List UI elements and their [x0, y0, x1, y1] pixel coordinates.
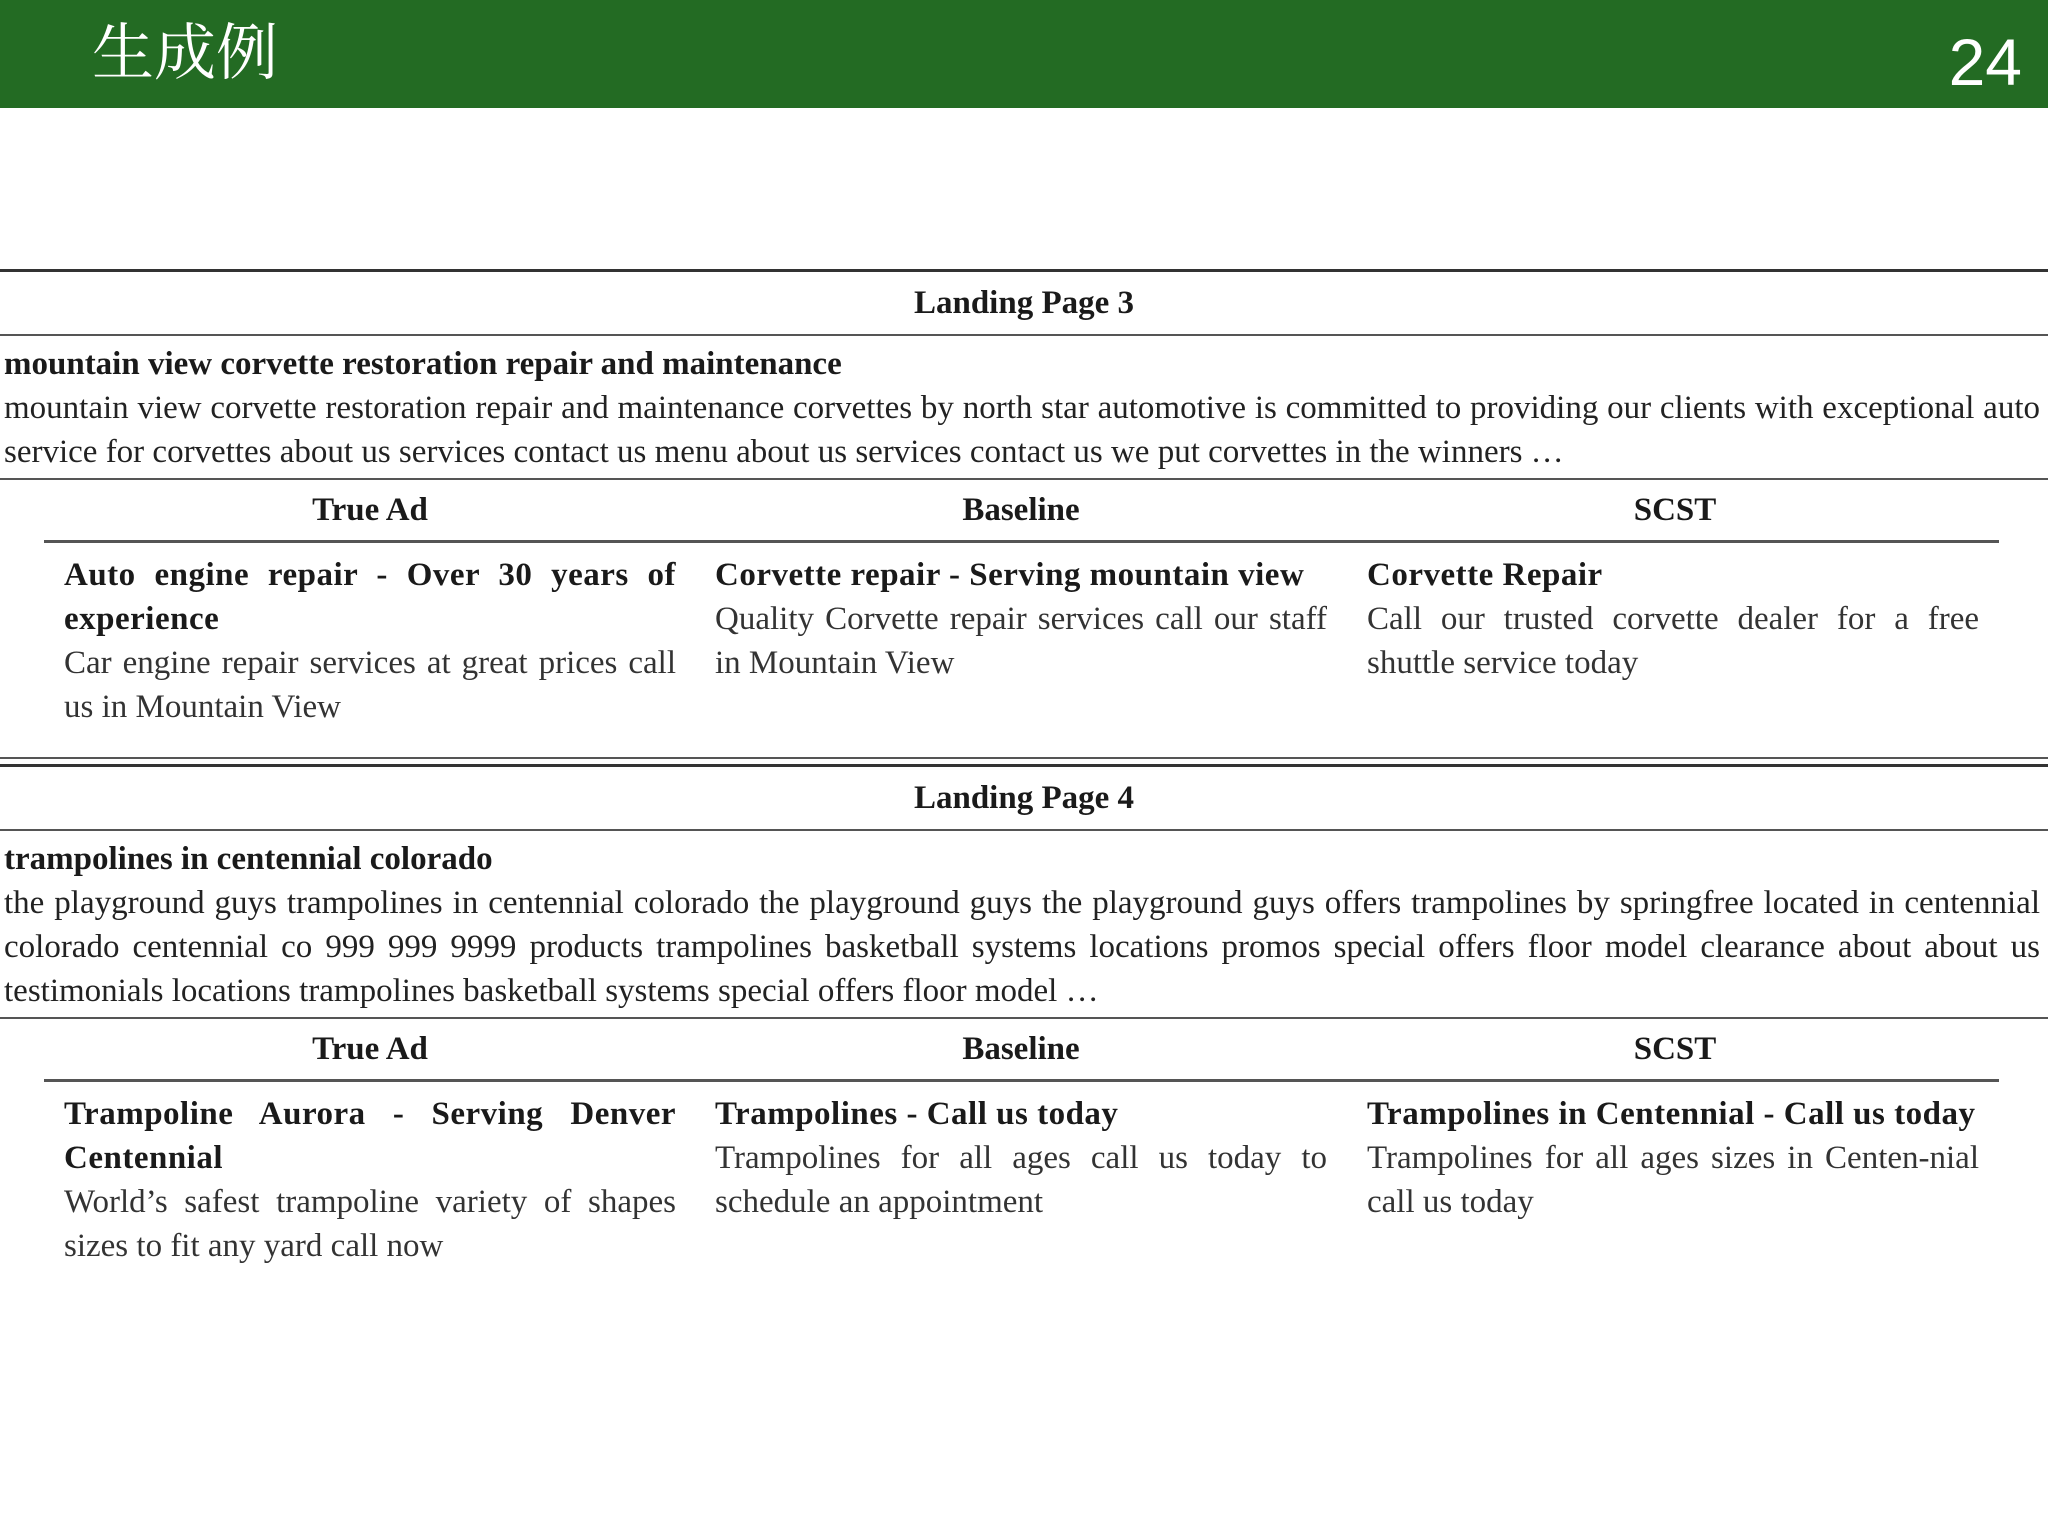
column-header-scst: SCST — [1633, 492, 1717, 528]
landing-page-heading: Landing Page 4 — [913, 780, 1135, 816]
ad-column-baseline — [715, 1092, 1367, 1268]
ad-description: Trampolines for all ages call us today to schedule an appointment — [715, 1140, 1327, 1220]
landing-page-block — [0, 767, 2048, 1268]
ad-description: Car engine repair services at great prices call us in Mountain View — [64, 645, 676, 725]
ad-description: Trampolines for all ages sizes in Centen-nial call us today — [1367, 1140, 1979, 1220]
slide-title: 生成例 — [92, 16, 279, 89]
ad-description: World’s safest trampoline variety of shapes sizes to fit any yard call now — [64, 1184, 676, 1264]
ad-description: Quality Corvette repair services call our staff in Mountain View — [715, 601, 1327, 681]
ad-column-true-ad — [0, 1092, 715, 1268]
ad-headline: Trampoline Aurora - Serving Denver Centennial — [64, 1096, 676, 1176]
slide-title-bar — [0, 0, 2048, 108]
ad-column-scst — [1367, 553, 2048, 729]
column-header-true-ad: True Ad — [312, 1031, 428, 1067]
column-header-true-ad: True Ad — [312, 492, 428, 528]
ad-column-baseline — [715, 553, 1367, 729]
column-header-baseline: Baseline — [962, 1031, 1080, 1067]
ad-description: Call our trusted corvette dealer for a free shuttle service today — [1367, 601, 1979, 681]
ad-headline: Trampolines - Call us today — [715, 1096, 1119, 1132]
ad-headline: Corvette Repair — [1367, 557, 1603, 593]
ad-headline: Trampolines in Centennial - Call us today — [1367, 1096, 1976, 1132]
landing-page-content — [0, 336, 2048, 478]
ad-columns — [0, 543, 2048, 729]
column-header-scst: SCST — [1633, 1031, 1717, 1067]
ad-column-true-ad — [0, 553, 715, 729]
section-double-rule — [0, 757, 2048, 767]
landing-page-text: mountain view corvette restoration repair and maintenance corvettes by north star automotive is committed to providing our clients with exceptional auto service for corvettes about us services contact us menu about us services contact us we put corvettes in the winners … — [4, 390, 2040, 470]
ad-headline: Corvette repair - Serving mountain view — [715, 557, 1305, 593]
landing-page-block — [0, 269, 2048, 767]
ad-columns — [0, 1082, 2048, 1268]
column-headers — [0, 1019, 2048, 1079]
landing-page-text: the playground guys trampolines in centennial colorado the playground guys the playground guys offers trampolines by springfree located in centennial colorado centennial co 999 999 9999 products trampolines basketball systems locations promos special offers floor model clearance about about us testimonials locations trampolines basketball systems special offers floor model … — [4, 885, 2040, 1009]
column-headers — [0, 480, 2048, 540]
landing-page-content — [0, 831, 2048, 1017]
ad-column-scst — [1367, 1092, 2048, 1268]
ad-headline: Auto engine repair - Over 30 years of experience — [64, 557, 676, 637]
examples-table — [0, 269, 2048, 1268]
slide-number: 24 — [1948, 25, 2022, 99]
landing-page-title: mountain view corvette restoration repair and maintenance — [4, 346, 842, 382]
landing-page-heading: Landing Page 3 — [913, 285, 1135, 321]
column-header-baseline: Baseline — [962, 492, 1080, 528]
landing-page-title: trampolines in centennial colorado — [4, 841, 493, 877]
